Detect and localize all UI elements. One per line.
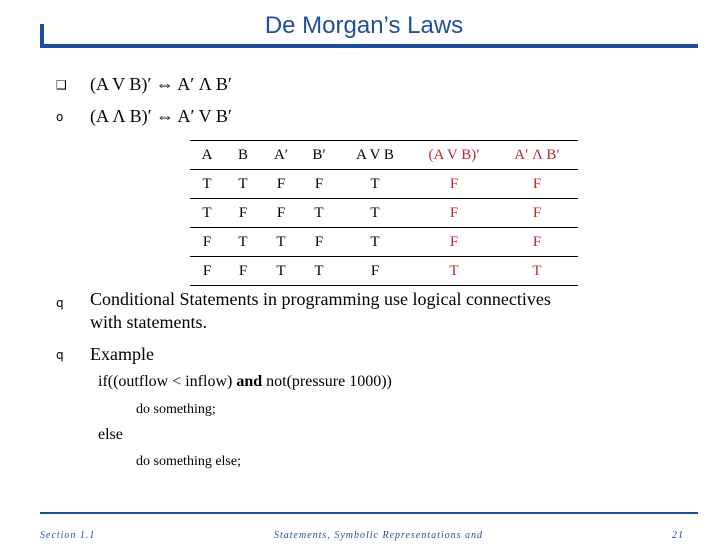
truth-table-row [190,199,578,228]
truth-table-row [190,257,578,286]
header-cell: A V B [338,141,412,170]
bullet-marker-2: o [56,110,64,124]
code-line-if [98,373,392,391]
header-cell: A′ Λ B′ [496,141,578,170]
table-cell: T [224,228,262,257]
header-cell: B [224,141,262,170]
truth-table [190,140,578,286]
table-cell: T [300,199,338,228]
code-if-suffix: not(pressure 1000)) [262,373,392,390]
header-cell: A [190,141,224,170]
table-cell: F [338,257,412,286]
table-cell: T [338,199,412,228]
slide-title: De Morgan’s Laws [264,12,464,39]
law-2-text: (A Λ B)′ ⇔ A′ V B′ [90,106,232,126]
code-and-keyword: and [236,373,263,390]
conditional-line-1: Conditional Statements in programming use logical connectives [90,289,551,309]
footer-section: Section 1.1 [40,530,96,541]
truth-table-header-row [190,141,578,170]
code-line-else: else [98,426,123,443]
table-cell: T [262,228,300,257]
table-cell: T [190,199,224,228]
bullet-marker-3: q [56,296,64,310]
table-cell: T [300,257,338,286]
law-1-text: (A V B)′ ⇔ A′ Λ B′ [90,74,232,94]
header-cell: A′ [262,141,300,170]
footer-rule [40,512,698,514]
table-cell: F [190,257,224,286]
table-cell: T [262,257,300,286]
truth-table-row [190,228,578,257]
table-cell: F [224,199,262,228]
table-cell: F [262,199,300,228]
code-if-prefix: if((outflow < inflow) [98,373,237,390]
conditional-line-2: with statements. [90,312,207,332]
code-line-then: do something; [136,402,216,417]
table-cell: F [190,228,224,257]
truth-table-row [190,170,578,199]
footer-title: Statements, Symbolic Representations and [274,530,484,541]
code-line-else-body: do something else; [136,454,241,469]
table-cell: T [412,257,496,286]
table-cell: F [496,228,578,257]
title-underline [40,44,698,48]
table-cell: T [338,228,412,257]
table-cell: F [412,199,496,228]
conditional-statements-bullet [56,288,551,334]
table-cell: T [190,170,224,199]
bullet-marker-4: q [56,348,64,362]
header-cell: B′ [300,141,338,170]
table-cell: F [300,170,338,199]
table-cell: F [412,228,496,257]
footer-page-number: 21 [672,530,684,541]
table-cell: F [496,170,578,199]
table-cell: T [224,170,262,199]
table-cell: T [496,257,578,286]
header-cell: (A V B)′ [412,141,496,170]
table-cell: F [300,228,338,257]
bullet-marker-1: ❑ [56,78,67,92]
table-cell: F [412,170,496,199]
example-label: Example [90,344,154,364]
example-bullet [56,344,154,365]
table-cell: T [338,170,412,199]
table-cell: F [262,170,300,199]
table-cell: F [496,199,578,228]
table-cell: F [224,257,262,286]
